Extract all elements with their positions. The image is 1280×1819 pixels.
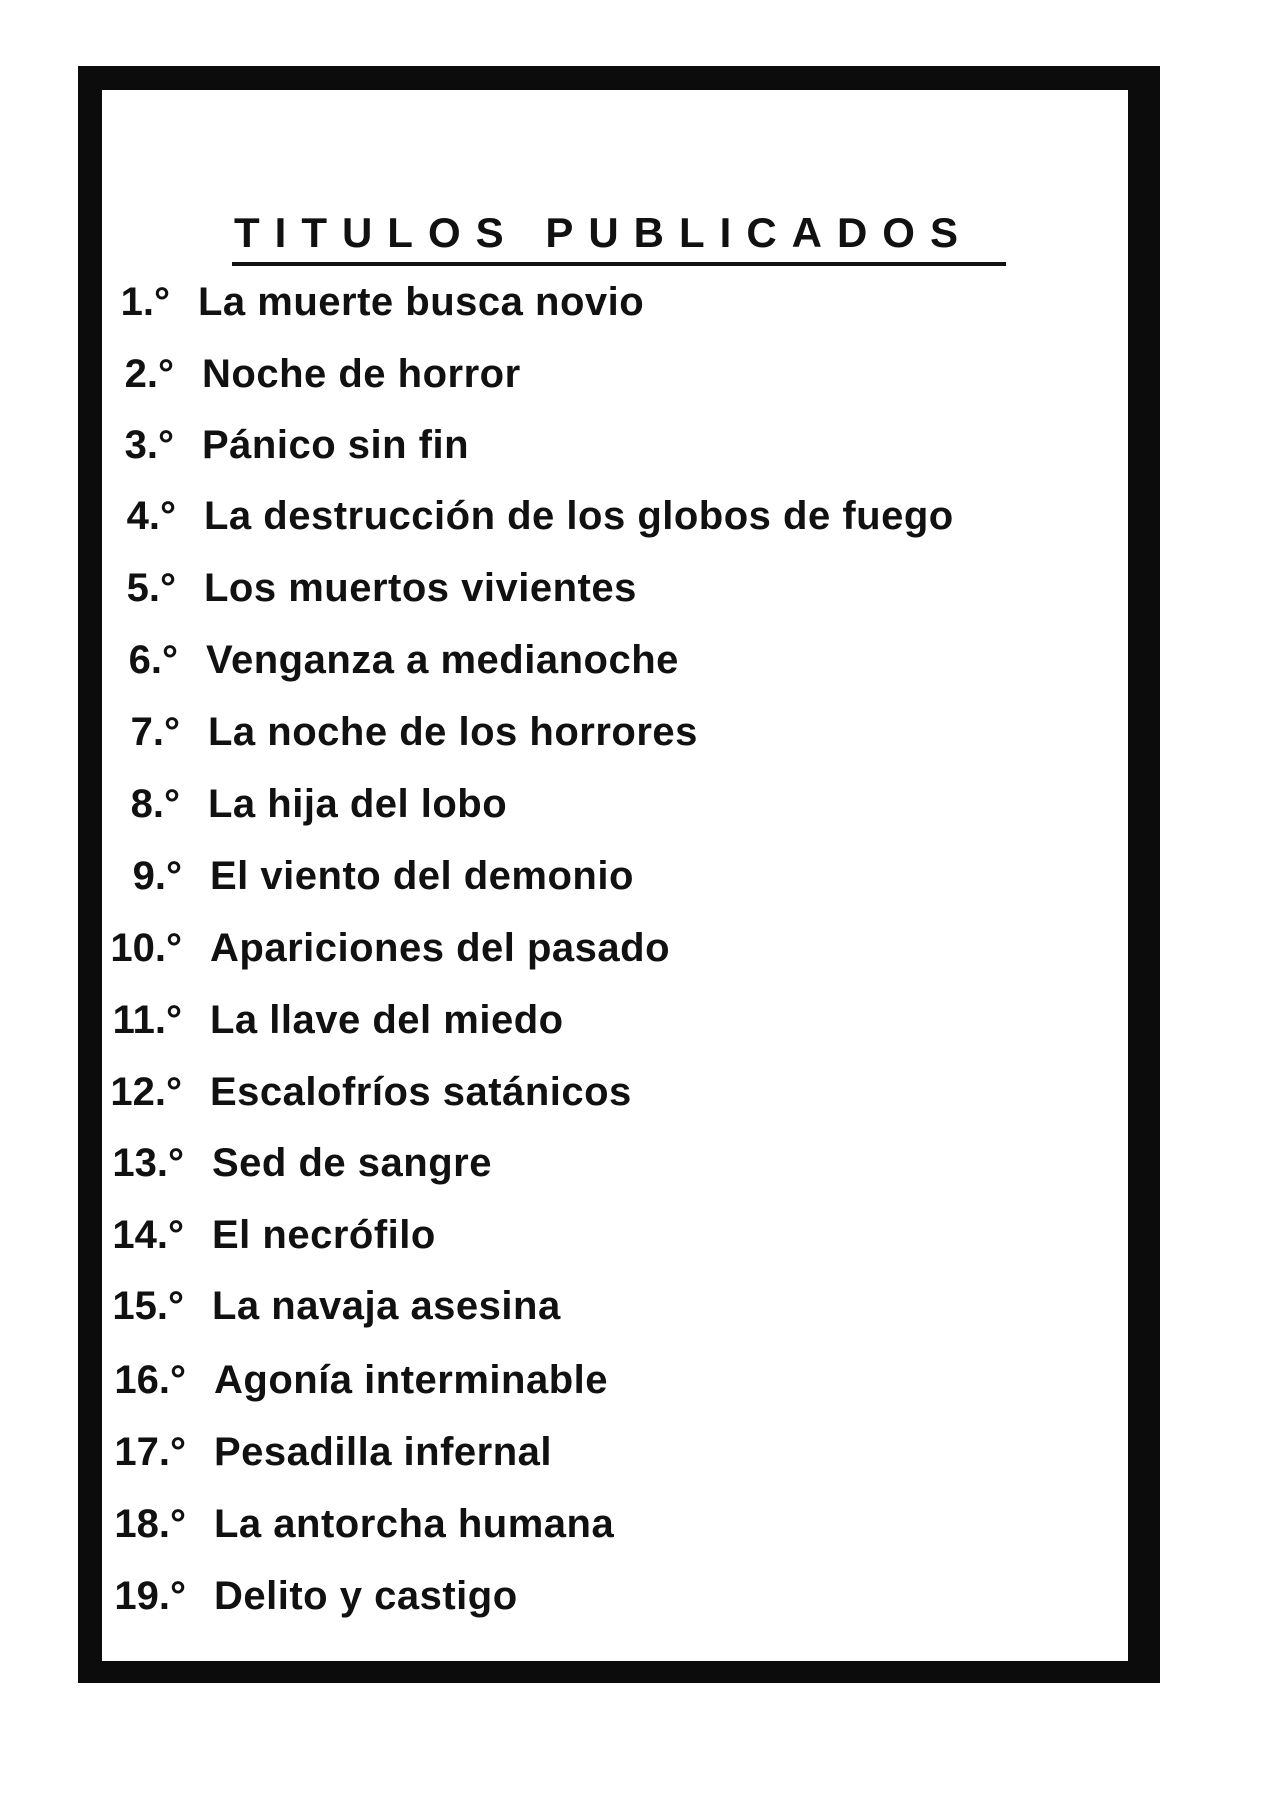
list-item — [86, 1205, 436, 1265]
list-item — [82, 774, 507, 834]
entry-number: 2.° — [124, 352, 174, 396]
entry-number: 17.° — [114, 1430, 186, 1474]
entry-number: 7.° — [130, 710, 180, 754]
list-item — [76, 415, 469, 475]
entry-number: 15.° — [112, 1284, 184, 1328]
entry-number: 16.° — [114, 1358, 186, 1402]
list-item — [88, 1494, 614, 1554]
entry-number: 3.° — [124, 423, 174, 467]
entry-number: 11.° — [112, 998, 182, 1042]
list-item — [86, 1276, 561, 1336]
entry-title: Apariciones del pasado — [210, 926, 671, 970]
list-item — [84, 1062, 632, 1122]
list-item — [76, 344, 521, 404]
entry-number: 18.° — [114, 1502, 186, 1546]
entry-title: Escalofríos satánicos — [210, 1070, 632, 1114]
entry-number: 19.° — [114, 1574, 186, 1618]
entry-title: Los muertos vivientes — [204, 566, 637, 610]
entry-number: 1.° — [120, 280, 170, 324]
entry-title: Venganza a medianoche — [206, 638, 679, 682]
entry-title: La noche de los horrores — [208, 710, 698, 754]
list-item — [78, 486, 954, 546]
list-item — [88, 1566, 518, 1626]
entry-number: 4.° — [126, 494, 176, 538]
entry-title: La antorcha humana — [214, 1502, 615, 1546]
entry-title: La hija del lobo — [208, 782, 508, 826]
entry-title: Delito y castigo — [214, 1574, 518, 1618]
entry-number: 10.° — [110, 926, 182, 970]
list-item — [78, 558, 637, 618]
entry-title: Pánico sin fin — [202, 423, 470, 467]
entry-title: El viento del demonio — [210, 854, 634, 898]
entry-number: 5.° — [126, 566, 176, 610]
list-item — [88, 1350, 608, 1410]
list-item — [88, 1422, 552, 1482]
list-item — [84, 918, 670, 978]
entry-title: La muerte busca novio — [198, 280, 645, 324]
page-title: TITULOS PUBLICADOS — [234, 209, 973, 256]
entry-title: La navaja asesina — [212, 1284, 561, 1328]
entry-title: Noche de horror — [202, 352, 521, 396]
list-item — [86, 1133, 492, 1193]
entry-number: 8.° — [130, 782, 180, 826]
entry-number: 6.° — [128, 638, 178, 682]
entry-title: Pesadilla infernal — [214, 1430, 553, 1474]
entry-title: La destrucción de los globos de fuego — [204, 494, 954, 538]
entry-title: Agonía interminable — [214, 1358, 608, 1402]
entry-title: La llave del miedo — [210, 998, 564, 1042]
entry-number: 14.° — [112, 1213, 184, 1257]
entry-title: Sed de sangre — [212, 1141, 492, 1185]
entry-title: El necrófilo — [212, 1213, 436, 1257]
entry-number: 9.° — [132, 854, 182, 898]
list-item — [84, 990, 564, 1050]
list-item — [82, 702, 698, 762]
list-item — [72, 272, 644, 332]
entry-number: 13.° — [112, 1141, 184, 1185]
list-item — [80, 630, 679, 690]
entry-number: 12.° — [110, 1070, 182, 1114]
list-item — [84, 846, 634, 906]
